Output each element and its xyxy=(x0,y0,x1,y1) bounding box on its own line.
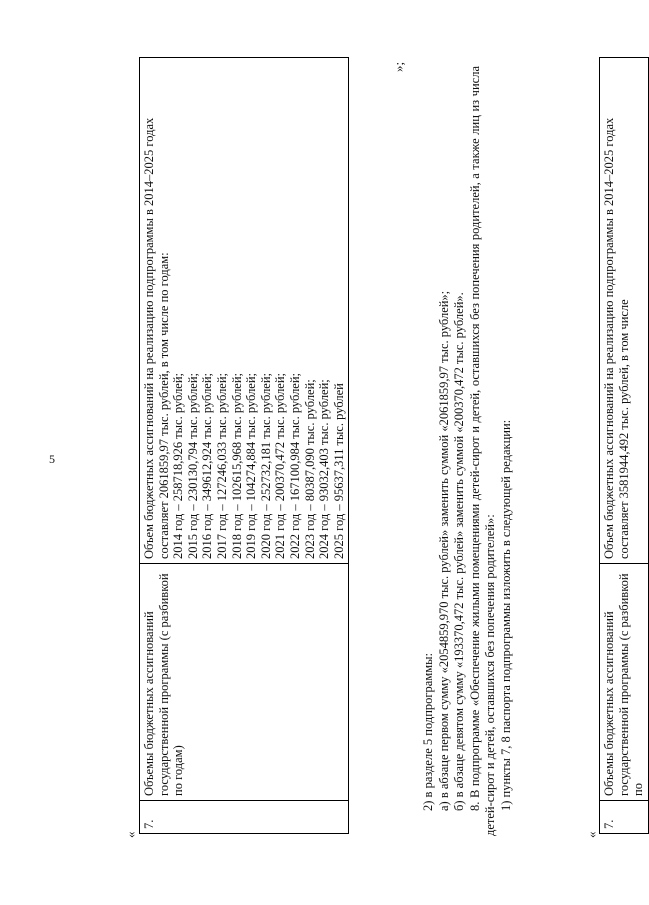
row-value xyxy=(140,58,349,564)
year-line: 2024 год – 93032,403 тыс. рублей; xyxy=(317,379,332,559)
row-number: 7. xyxy=(140,801,349,834)
budget-table-1 xyxy=(139,57,349,834)
budget-table-2 xyxy=(599,57,649,834)
year-line: 2020 год – 252732,181 тыс. рублей; xyxy=(258,372,273,559)
paragraph-1: 1) пункты 7, 8 паспорта подпрограммы изложить в следующей редакции: xyxy=(498,419,513,811)
year-line: 2023 год – 80387,090 тыс. рублей; xyxy=(302,379,317,559)
amendment-text xyxy=(421,66,515,836)
year-line: 2017 год – 127246,033 тыс. рублей; xyxy=(214,372,229,559)
row-value: Объем бюджетных ассигнований на реализацию подпрограммы в 2014–2025 годах составляет 3581944,492 тыс. рублей, в том числе xyxy=(600,58,649,564)
year-line: 2025 год – 95637,311 тыс. рублей xyxy=(331,383,346,559)
paragraph-8: 8. В подпрограмме «Обеспечение жилыми помещениями детей-сирот и детей, оставшихся без попечения родителей, а также лиц из числа детей-сирот и детей, оставшихся без попечения родителей»: xyxy=(467,66,498,836)
year-line: 2022 год – 167100,984 тыс. рублей; xyxy=(287,372,302,559)
paragraph-b: б) в абзаце девятом сумму «193370,472 тыс. рублей» заменить суммой «200370,472 тыс. рублей». xyxy=(452,292,467,811)
row-name: Объемы бюджетных ассигнований государственной программы (с разбивкой по xyxy=(600,564,649,801)
year-line: 2019 год – 104274,884 тыс. рублей; xyxy=(244,372,259,559)
year-line: 2015 год – 230130,794 тыс. рублей; xyxy=(185,372,200,559)
page-number: 5 xyxy=(49,452,55,466)
year-line: 2014 год – 258718,926 тыс. рублей; xyxy=(171,372,186,559)
year-line: 2021 год – 200370,472 тыс. рублей; xyxy=(273,372,288,559)
closing-quote: »; xyxy=(391,61,406,72)
row-number: 7. xyxy=(600,801,649,834)
opening-quote-1: « xyxy=(123,831,138,838)
year-line: 2016 год – 349612,924 тыс. рублей; xyxy=(200,372,215,559)
table-row xyxy=(140,58,349,834)
budget-intro: Объем бюджетных ассигнований на реализацию подпрограммы в 2014–2025 годах составляет 2061859,97 тыс. рублей, в том числе по годам: xyxy=(142,117,171,559)
year-line: 2018 год – 102615,968 тыс. рублей; xyxy=(229,372,244,559)
paragraph-a: а) в абзаце первом сумму «2054859,970 тыс. рублей» заменить суммой «2061859,97 тыс. рублей»; xyxy=(436,290,451,811)
rotated-page-content xyxy=(123,61,649,842)
opening-quote-2: « xyxy=(584,831,599,838)
paragraph-section5: 2) в разделе 5 подпрограммы: xyxy=(421,652,435,811)
row-name: Объемы бюджетных ассигнований государственной программы (с разбивкой по годам) xyxy=(140,564,349,801)
table-row xyxy=(600,58,649,834)
